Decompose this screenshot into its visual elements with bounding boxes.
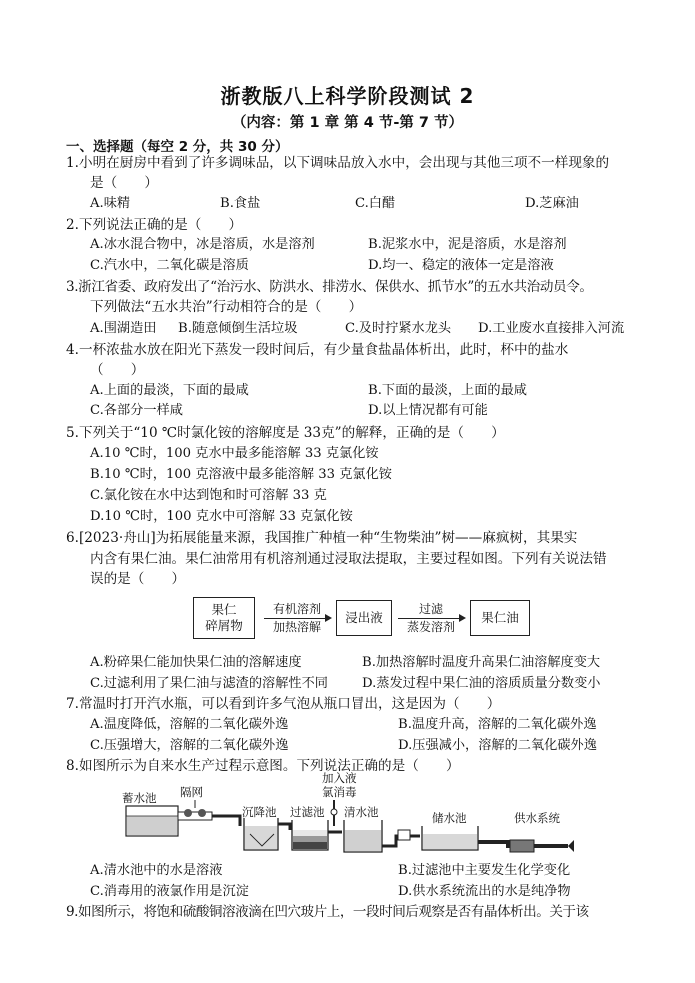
label-clear-water: 清水池 [344, 805, 379, 819]
q4-option-d: D.以上情况都有可能 [368, 403, 488, 418]
flow-box-extract [336, 600, 392, 636]
label-valve: 隔网 [180, 785, 203, 799]
valve-shape [178, 800, 212, 820]
q2-option-a: A.冰水混合物中，冰是溶质，水是溶剂 [90, 237, 315, 252]
q5-option-b: B.10 ℃时，100 克溶液中最多能溶解 33 克氯化铵 [90, 467, 392, 482]
q3-option-b: B.随意倾倒生活垃圾 [178, 321, 298, 336]
label-settling: 沉降池 [242, 805, 277, 819]
flow-arrow2 [398, 618, 464, 619]
q5-option-a: A.10 ℃时，100 克水中最多能溶解 33 克氯化铵 [90, 446, 379, 461]
q1-stem-line1: 1.小明在厨房中看到了许多调味品，以下调味品放入水中，会出现与其他三项不一样现象的 [66, 155, 610, 171]
page-title: 浙教版八上科学阶段测试 2 [220, 84, 475, 108]
q6-stem-line1: 6.[2023·舟山]为拓展能量来源，我国推广种植一种“生物柴油”树——麻疯树，其果实 [66, 530, 578, 546]
label-reservoir: 蓄水池 [122, 791, 157, 805]
section-heading: 一、选择题（每空 2 分，共 30 分） [66, 139, 289, 155]
flow-arrow2-bottom-label: 蒸发溶剂 [406, 620, 455, 634]
q5-stem-line1: 5.下列关于“10 ℃时氯化铵的溶解度是 33克”的解释，正确的是（ ） [66, 425, 505, 441]
flow-arrow1 [264, 618, 330, 619]
label-chlorine: 氯消毒 [322, 785, 357, 799]
q3-option-c: C.及时拧紧水龙头 [345, 321, 452, 336]
q8-option-a: A.清水池中的水是溶液 [90, 863, 223, 878]
flow-arrow1-bottom-label: 加热溶解 [272, 620, 321, 634]
q7-option-a: A.温度降低，溶解的二氧化碳外逸 [90, 717, 289, 732]
q9-stem-line1: 9.如图所示，将饱和硫酸铜溶液滴在凹穴玻片上，一段时间后观察是否有晶体析出。关于该 [66, 904, 589, 920]
q7-stem-line1: 7.常温时打开汽水瓶，可以看到许多气泡从瓶口冒出，这是因为（ ） [66, 696, 501, 712]
reservoir-tank-shape [126, 806, 178, 836]
storage-tank-shape [422, 826, 478, 850]
q2-option-b: B.泥浆水中，泥是溶质，水是溶剂 [368, 237, 567, 252]
q7-option-b: B.温度升高，溶解的二氧化碳外逸 [398, 717, 597, 732]
q2-option-c: C.汽水中，二氧化碳是溶质 [90, 258, 249, 273]
label-storage: 储水池 [432, 811, 467, 825]
flow-box-kernel-oil [470, 600, 530, 636]
q3-stem-line2: 下列做法“五水共治”行动相符合的是（ ） [90, 299, 363, 315]
q5-option-d: D.10 ℃时，100 克水中可溶解 33 克氯化铵 [90, 509, 353, 524]
q6-stem-line2: 内含有果仁油。果仁油常用有机溶剂通过浸取法提取，主要过程如图。下列有关说法错 [90, 551, 607, 567]
q7-option-c: C.压强增大，溶解的二氧化碳外逸 [90, 738, 289, 753]
q8-option-b: B.过滤池中主要发生化学变化 [398, 863, 571, 878]
q1-option-d: D.芝麻油 [525, 196, 579, 211]
page-subtitle: （内容：第 1 章 第 4 节-第 7 节） [231, 115, 464, 131]
q8-option-c: C.消毒用的液氯作用是沉淀 [90, 884, 249, 899]
q3-option-d: D.工业废水直接排入河流 [478, 321, 625, 336]
label-add-liquid: 加入液 [322, 771, 357, 785]
q4-option-c: C.各部分一样咸 [90, 403, 183, 418]
filter-tank-shape [292, 820, 328, 850]
clear-water-tank-shape [344, 820, 382, 852]
q6-option-b: B.加热溶解时温度升高果仁油溶解度变大 [362, 655, 601, 670]
flow-box-kernel-residue-text: 果仁 碎屑物 [205, 602, 243, 633]
flow-box-extract-text: 浸出液 [345, 610, 383, 625]
label-supply: 供水系统 [514, 811, 560, 825]
q1-option-a: A.味精 [90, 196, 131, 211]
q4-option-a: A.上面的最淡，下面的最咸 [90, 383, 249, 398]
q1-option-b: B.食盐 [220, 196, 261, 211]
q3-stem-line1: 3.浙江省委、政府发出了“治污水、防洪水、排涝水、保供水、抓节水”的五水共治动员令。 [66, 279, 593, 295]
settling-tank-shape [244, 818, 278, 850]
q2-stem-line1: 2.下列说法正确的是（ ） [66, 217, 243, 233]
flow-box-kernel-oil-text: 果仁油 [481, 610, 519, 625]
q4-stem-line2: （ ） [90, 362, 145, 378]
flow-arrow1-top-label: 有机溶剂 [272, 602, 321, 616]
q8-stem-line1: 8.如图所示为自来水生产过程示意图。下列说法正确的是（ ） [66, 758, 460, 774]
q2-option-d: D.均一、稳定的液体一定是溶液 [368, 258, 554, 273]
q6-option-d: D.蒸发过程中果仁油的溶质质量分数变小 [362, 676, 601, 691]
q6-option-a: A.粉碎果仁能加快果仁油的溶解速度 [90, 655, 302, 670]
label-filter: 过滤池 [290, 805, 325, 819]
q7-option-d: D.压强减小，溶解的二氧化碳外逸 [398, 738, 597, 753]
q4-stem-line1: 4.一杯浓盐水放在阳光下蒸发一段时间后，有少量食盐晶体析出，此时，杯中的盐水 [66, 342, 569, 358]
q3-option-a: A.围湖造田 [90, 321, 157, 336]
flow-box-kernel-residue [193, 597, 255, 639]
q5-option-c: C.氯化铵在水中达到饱和时可溶解 33 克 [90, 488, 327, 503]
flow-arrow2-top-label: 过滤 [418, 602, 443, 616]
q1-stem-line2: 是（ ） [90, 175, 158, 191]
q1-option-c: C.白醋 [355, 196, 396, 211]
q8-option-d: D.供水系统流出的水是纯净物 [398, 884, 571, 899]
q6-stem-line3: 误的是（ ） [90, 571, 186, 587]
q4-option-b: B.下面的最淡，上面的最咸 [368, 383, 527, 398]
q6-option-c: C.过滤利用了果仁油与滤渣的溶解性不同 [90, 676, 328, 691]
